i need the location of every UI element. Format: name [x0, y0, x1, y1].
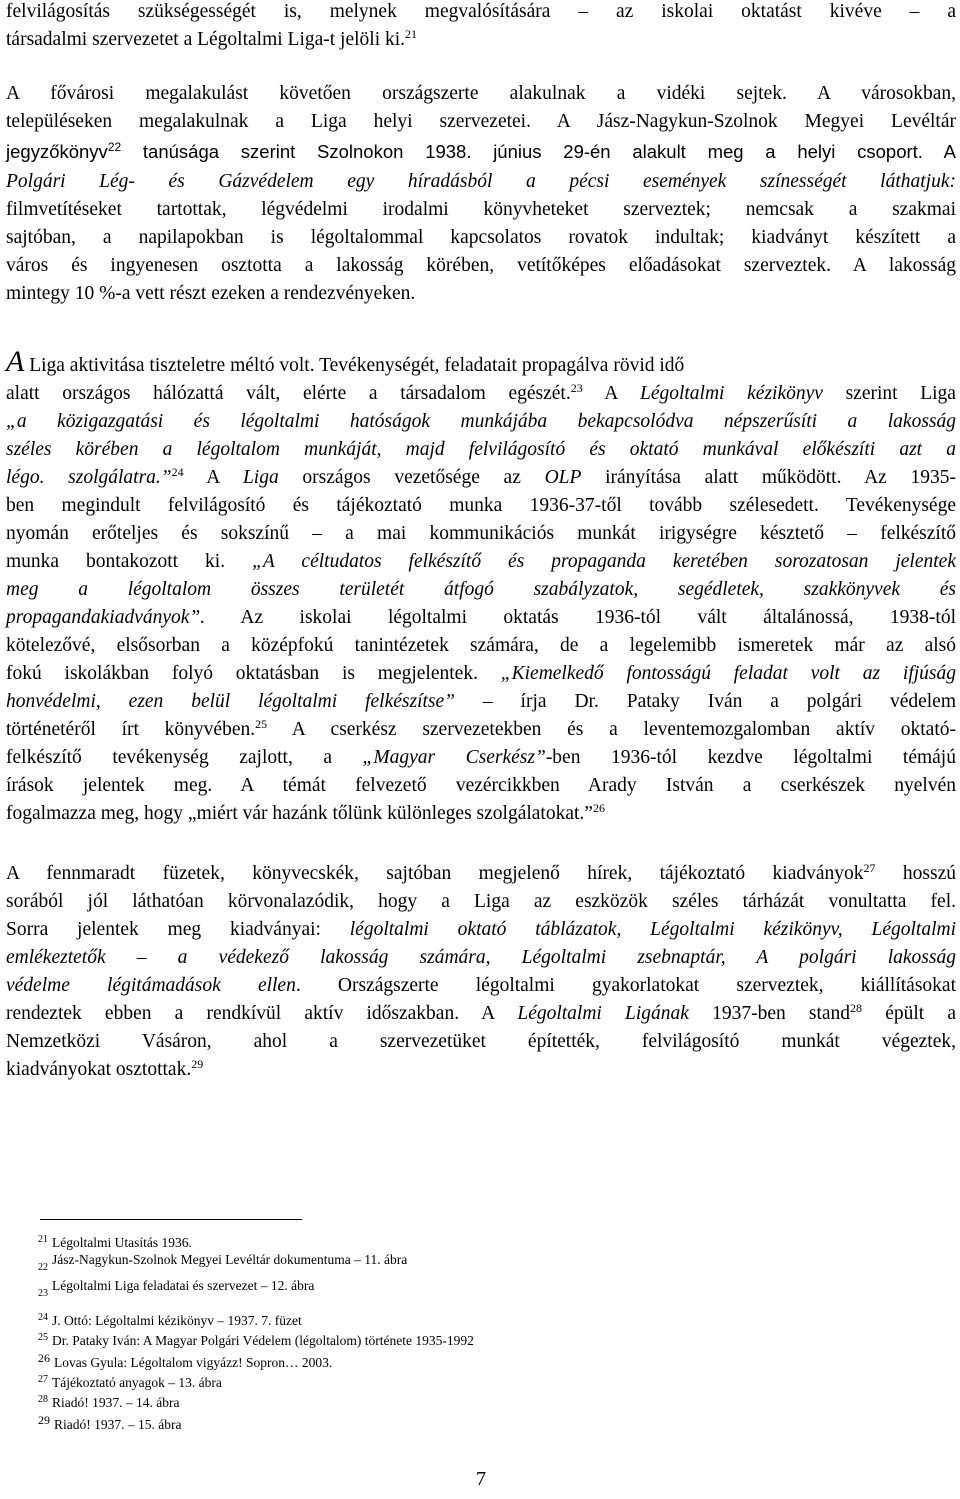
quote: „a közigazgatási és légoltalmi hatóságok munkájába bekapcsolódva népszerűsíti a lakosság: [6, 411, 956, 432]
paragraph-1-line-1: felvilágosítás szükségességét is, melynek megvalósítására – az iskolai oktatást kivéve – a: [6, 1, 956, 22]
footnote-28: [38, 1392, 179, 1411]
footnote-number: 24: [38, 1312, 48, 1323]
footnote-number: 29: [38, 1413, 50, 1427]
footnote-ref-21: 21: [405, 27, 418, 41]
footnote-29: [38, 1412, 181, 1433]
text: . Országszerte légoltalmi gyakorlatokat szerveztek, kiállításokat: [295, 975, 956, 996]
footnote-text: Dr. Pataky Iván: A Magyar Polgári Védelem (légoltalom) története 1935-1992: [52, 1333, 474, 1348]
footnote-ref-29: 29: [191, 1057, 204, 1071]
text: -ben 1936-tól kezdve légoltalmi témájú: [545, 747, 956, 768]
footnote-text: Légoltalmi Utasítás 1936.: [52, 1235, 192, 1250]
footnote-number: 27: [38, 1374, 48, 1385]
footnote-21: [38, 1232, 192, 1251]
footnote-number: 26: [38, 1351, 50, 1365]
text: Liga aktivitása tiszteletre méltó volt. Tevékenységét, feladatait propagálva rövid idő: [24, 355, 685, 376]
publication-list: légoltalmi oktató táblázatok, Légoltalmi kézikönyv, Légoltalmi: [349, 919, 956, 940]
text: fogalmazza meg, hogy „miért vár hazánk tőlünk különleges szolgálatokat.”: [6, 803, 593, 824]
book-title: Légoltalmi kézikönyv: [639, 383, 823, 404]
text: kiadványokat osztottak.: [6, 1059, 192, 1080]
text: A: [183, 467, 243, 488]
paragraph-1-line-2: [6, 28, 956, 52]
text: 1937-ben stand: [688, 1003, 851, 1024]
paragraph-3-line-6: ben megindult felvilágosító és tájékoztató munka 1936-37-től tovább szélesedett. Tevékenysége: [6, 495, 956, 516]
paragraph-3-line-3: [6, 410, 956, 434]
quote: propagandakiadványok”.: [6, 607, 206, 628]
text: A cserkész szervezetekben és a leventemozgalomban aktív oktató-: [267, 719, 956, 740]
paragraph-3-line-12: [6, 662, 956, 686]
footnote-23: [38, 1278, 314, 1302]
quote: széles körében a légoltalom munkáját, majd felvilágosító és oktató munkával előkészíti azt a: [6, 439, 956, 460]
footnote-ref-25: 25: [255, 717, 268, 731]
footnote-text: Riadó! 1937. – 15. ábra: [54, 1417, 182, 1432]
footnote-24: [38, 1310, 302, 1329]
text: társadalmi szervezetet a Légoltalmi Liga-t jelöli ki.: [6, 29, 406, 50]
quote: „A céltudatos felkészítő és propaganda keretében sorozatosan jelentek: [252, 551, 956, 572]
text: A: [582, 383, 640, 404]
quote: meg a légoltalom összes területét átfogó szabályzatok, segédletek, szakkönyvek és: [6, 579, 956, 600]
text: Légoltalmi Ligának: [517, 1003, 689, 1024]
paragraph-2-line-7: város és ingyenesen osztotta a lakosság körében, vetítőképes előadásokat szerveztek. A lakosság: [6, 255, 956, 276]
text: történetéről írt könyvében.: [6, 719, 256, 740]
text: Sorra jelentek meg kiadványai:: [6, 919, 350, 940]
footnote-ref-22: 22: [107, 140, 122, 154]
paragraph-3-line-16: írások jelentek meg. A témát felvezető vezércikkben Arady István a cserkészek nyelvén: [6, 775, 956, 796]
footnote-27: [38, 1372, 222, 1391]
footnote-ref-27: 27: [863, 861, 876, 875]
text: Polgári Lég- és Gázvédelem egy híradásból a pécsi események színességét láthatjuk:: [6, 171, 956, 192]
magazine-title: „Magyar Cserkész”: [362, 747, 546, 768]
paragraph-3-line-9: [6, 578, 956, 602]
paragraph-4-line-6: [6, 1002, 956, 1026]
footnote-text: Lovas Gyula: Légoltalom vigyázz! Sopron… 2003.: [54, 1355, 333, 1370]
footnote-ref-24: 24: [171, 465, 184, 479]
drop-cap: A: [6, 345, 25, 378]
text: Liga: [242, 467, 279, 488]
text: – írja Dr. Pataky Iván a polgári védelem: [455, 691, 956, 712]
paragraph-3-line-11: kötelezővé, elsősorban a középfokú tanintézetek számára, de a legelemibb ismeretek már az alsó: [6, 635, 956, 656]
footnote-22: [38, 1252, 407, 1276]
footnote-separator: [40, 1219, 302, 1220]
paragraph-2-line-2: településeken megalakulnak a Liga helyi szervezetei. A Jász-Nagykun-Szolnok Megyei Levéltár: [6, 111, 956, 132]
paragraph-3-line-15: [6, 746, 956, 770]
text: felkészítő tevékenység zajlott, a: [6, 747, 363, 768]
footnote-text: J. Ottó: Légoltalmi kézikönyv – 1937. 7. füzet: [52, 1313, 302, 1328]
paragraph-2-line-4: [6, 170, 956, 194]
paragraph-4-line-8: [6, 1058, 956, 1082]
paragraph-3-line-8: [6, 550, 956, 574]
paragraph-3-line-7: nyomán erőteljes és sokszínű – a mai kommunikációs munkát irigységre késztető – felkészítő: [6, 523, 956, 544]
paragraph-3-line-4: [6, 438, 956, 462]
text: országos vezetősége az: [278, 467, 545, 488]
footnote-number: 22: [38, 1262, 48, 1273]
text: szerint Liga: [822, 383, 956, 404]
paragraph-3-line-5: [6, 466, 956, 490]
paragraph-2-line-3: [6, 140, 956, 164]
footnote-ref-23: 23: [570, 381, 583, 395]
publication-list: emlékeztetők – a védekező lakosság számára, Légoltalmi zsebnaptár, A polgári lakosság: [6, 947, 956, 968]
footnote-text: Riadó! 1937. – 14. ábra: [52, 1395, 180, 1410]
quote: légo. szolgálatra.”: [6, 467, 172, 488]
footnote-text: Jász-Nagykun-Szolnok Megyei Levéltár dokumentuma – 11. ábra: [52, 1252, 408, 1267]
paragraph-3-line-13: [6, 690, 956, 714]
text: alatt országos hálózattá vált, elérte a társadalom egészét.: [6, 383, 571, 404]
text: irányítása alatt működött. Az 1935-: [581, 467, 957, 488]
footnote-number: 21: [38, 1234, 48, 1245]
paragraph-3-line-2: [6, 382, 956, 406]
footnote-ref-26: 26: [592, 801, 605, 815]
footnote-ref-28: 28: [850, 1001, 863, 1015]
text: munka bontakozott ki.: [6, 551, 253, 572]
footnote-number: 28: [38, 1394, 48, 1405]
paragraph-2-line-1: A fővárosi megalakulást követően országszerte alakulnak a vidéki sejtek. A városokban,: [6, 83, 956, 104]
quote: honvédelmi, ezen belül légoltalmi felkészítse”: [6, 691, 455, 712]
footnote-number: 23: [38, 1288, 48, 1299]
text: hosszú: [875, 863, 956, 884]
page-number: 7: [476, 1468, 486, 1490]
paragraph-3-line-17: [6, 802, 956, 826]
paragraph-4-line-3: [6, 918, 956, 942]
paragraph-3-line-10: [6, 606, 956, 630]
text: A fennmaradt füzetek, könyvecskék, sajtóban megjelenő hírek, tájékoztató kiadványok: [6, 863, 864, 884]
paragraph-4-line-1: [6, 862, 956, 886]
text: OLP: [544, 467, 582, 488]
text: tanúsága szerint Szolnokon 1938. június 29-én alakult meg a helyi csoport. A: [121, 141, 956, 162]
publication-list: védelme légitámadások ellen: [6, 975, 296, 996]
paragraph-2-line-6: sajtóban, a napilapokban is légoltalommal kapcsolatos rovatok indultak; kiadványt készített a: [6, 227, 956, 248]
paragraph-2-line-8: mintegy 10 %-a vett részt ezeken a rendezvényeken.: [6, 283, 416, 304]
quote: „Kiemelkedő fontosságú feladat volt az ifjúság: [500, 663, 957, 684]
paragraph-4-line-5: [6, 974, 956, 998]
footnote-26: [38, 1350, 332, 1371]
text: épült a: [862, 1003, 957, 1024]
paragraph-3-line-14: [6, 718, 956, 742]
paragraph-2-line-5: filmvetítéseket tartottak, légvédelmi irodalmi könyvheteket szerveztek; nemcsak a szakmai: [6, 199, 956, 220]
paragraph-4-line-2: sorából jól láthatóan körvonalazódik, hogy a Liga az eszközök széles tárházát vonultatta fel.: [6, 891, 956, 912]
text: rendeztek ebben a rendkívül aktív időszakban. A: [6, 1003, 518, 1024]
footnote-number: 25: [38, 1332, 48, 1343]
paragraph-4-line-4: [6, 946, 956, 970]
paragraph-4-line-7: Nemzetközi Vásáron, ahol a szervezetüket építették, felvilágosító munkát végeztek,: [6, 1031, 956, 1052]
paragraph-3-line-1: [6, 345, 956, 378]
text: fokú iskolákban folyó oktatásban is megjelentek.: [6, 663, 501, 684]
footnote-text: Tájékoztató anyagok – 13. ábra: [52, 1375, 222, 1390]
footnote-text: Légoltalmi Liga feladatai és szervezet – 12. ábra: [52, 1278, 315, 1293]
text: jegyzőkönyv: [6, 141, 108, 162]
text: Az iskolai légoltalmi oktatás 1936-tól vált általánossá, 1938-tól: [205, 607, 956, 628]
footnote-25: [38, 1330, 474, 1349]
